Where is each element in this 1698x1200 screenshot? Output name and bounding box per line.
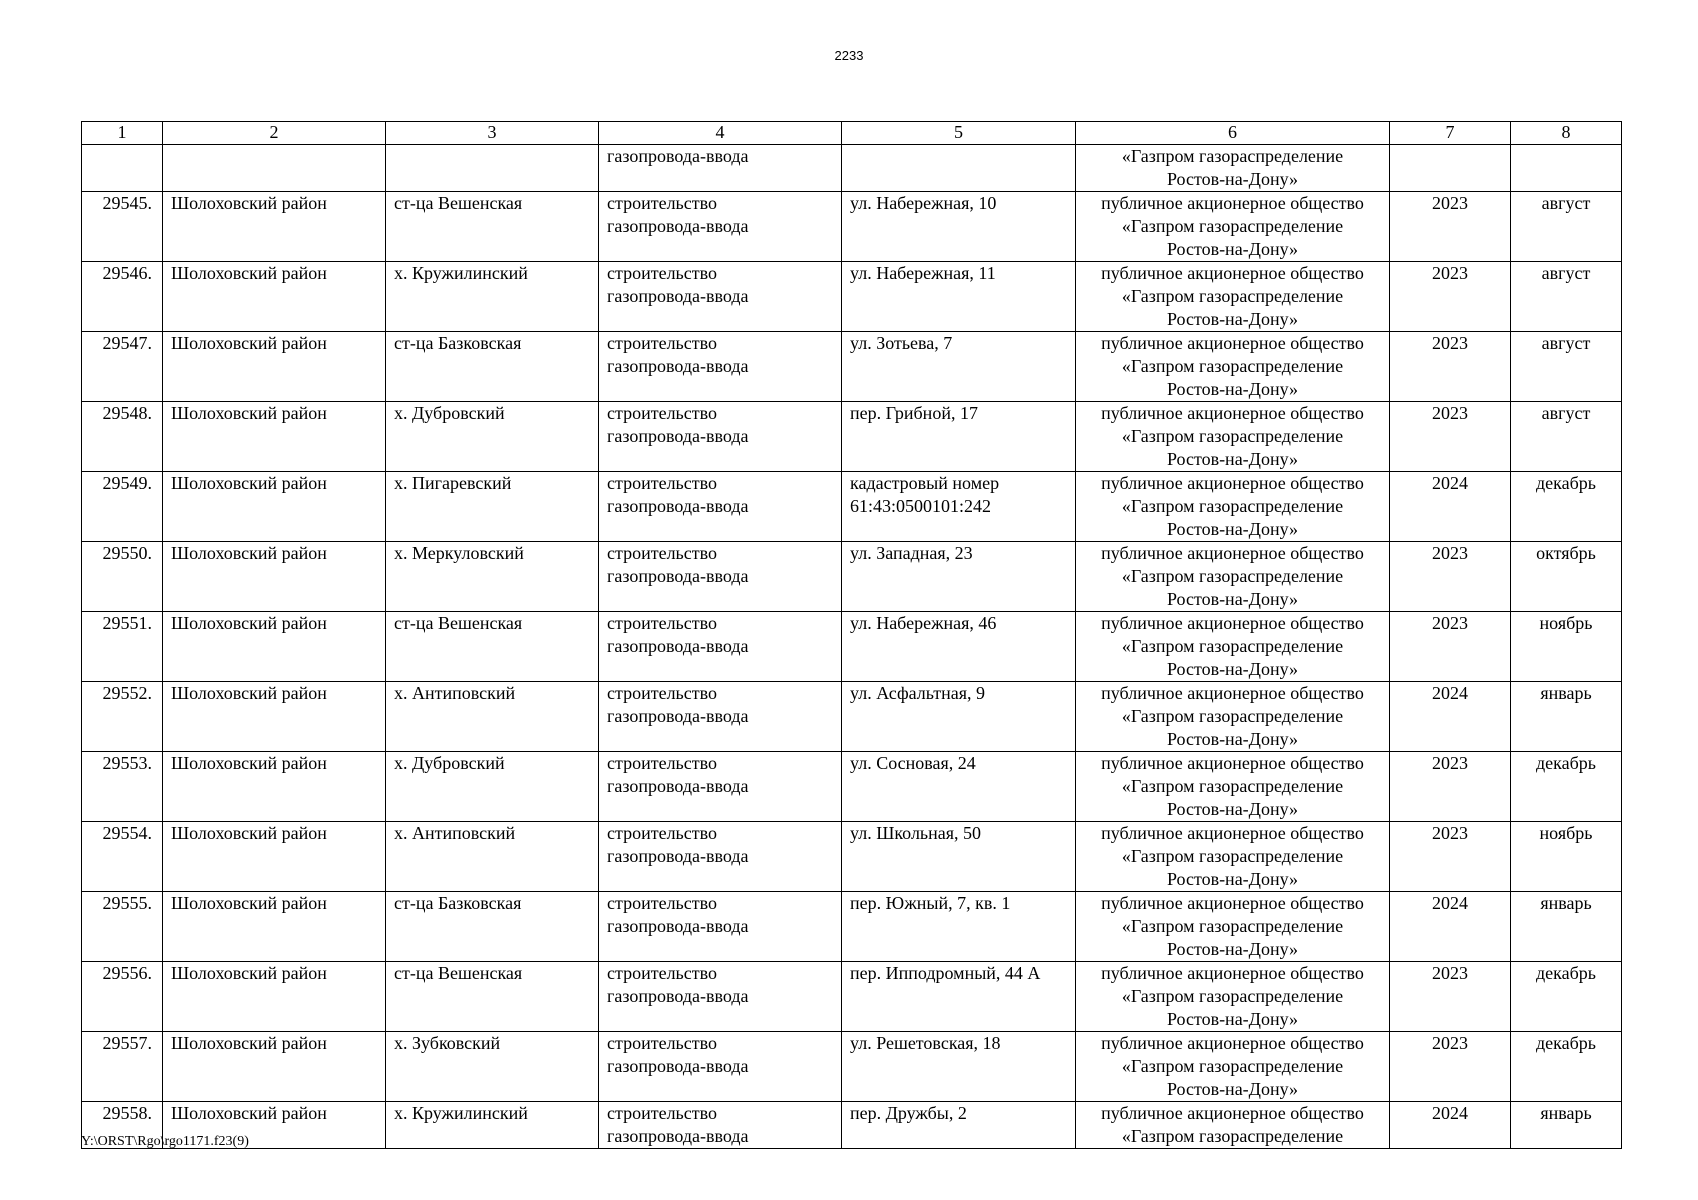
cell-settlement: х. Кружилинский: [386, 1102, 599, 1149]
cell-address: ул. Набережная, 11: [842, 262, 1076, 332]
cell-settlement: х. Антиповский: [386, 682, 599, 752]
cell-district: Шолоховский район: [163, 1102, 386, 1149]
cell-year: 2024: [1390, 1102, 1511, 1149]
cell-object: строительство газопровода-ввода: [599, 402, 842, 472]
continuation-row: [82, 145, 1622, 192]
cell-object: строительство газопровода-ввода: [599, 822, 842, 892]
cell-object: строительство газопровода-ввода: [599, 1102, 842, 1149]
cell-object: строительство газопровода-ввода: [599, 752, 842, 822]
cell-district: Шолоховский район: [163, 682, 386, 752]
cell-num: 29555.: [82, 892, 163, 962]
cell-month: декабрь: [1511, 472, 1622, 542]
cell-district: Шолоховский район: [163, 192, 386, 262]
cell-year: 2023: [1390, 402, 1511, 472]
cell-owner: публичное акционерное общество «Газпром газораспределение Ростов-на-Дону»: [1076, 262, 1390, 332]
cell-year: 2023: [1390, 192, 1511, 262]
column-header: 4: [599, 122, 842, 145]
cell-district: Шолоховский район: [163, 752, 386, 822]
cell-settlement: х. Антиповский: [386, 822, 599, 892]
cell-settlement: х. Дубровский: [386, 402, 599, 472]
table-row: [82, 822, 1622, 892]
cell-month: ноябрь: [1511, 612, 1622, 682]
cell-month: декабрь: [1511, 752, 1622, 822]
cell-month: октябрь: [1511, 542, 1622, 612]
table-row: [82, 262, 1622, 332]
cell-month: январь: [1511, 892, 1622, 962]
cell-owner: публичное акционерное общество «Газпром газораспределение Ростов-на-Дону»: [1076, 1032, 1390, 1102]
table-row: [82, 962, 1622, 1032]
cell-address: пер. Ипподромный, 44 А: [842, 962, 1076, 1032]
cell-address: ул. Школьная, 50: [842, 822, 1076, 892]
cell-object: строительство газопровода-ввода: [599, 332, 842, 402]
cell-num: 29547.: [82, 332, 163, 402]
cell-district: [163, 145, 386, 192]
cell-owner: публичное акционерное общество «Газпром газораспределение Ростов-на-Дону»: [1076, 192, 1390, 262]
column-header: 1: [82, 122, 163, 145]
registry-table: [81, 121, 1622, 1149]
cell-num: 29546.: [82, 262, 163, 332]
table-row: [82, 1102, 1622, 1149]
cell-year: 2024: [1390, 472, 1511, 542]
header-row: [82, 122, 1622, 145]
cell-owner: «Газпром газораспределение Ростов-на-Дону»: [1076, 145, 1390, 192]
cell-district: Шолоховский район: [163, 1032, 386, 1102]
cell-object: строительство газопровода-ввода: [599, 612, 842, 682]
cell-num: 29558.: [82, 1102, 163, 1149]
table-row: [82, 402, 1622, 472]
column-header: 6: [1076, 122, 1390, 145]
cell-owner: публичное акционерное общество «Газпром газораспределение Ростов-на-Дону»: [1076, 892, 1390, 962]
cell-year: 2024: [1390, 682, 1511, 752]
cell-owner: публичное акционерное общество «Газпром газораспределение: [1076, 1102, 1390, 1149]
cell-month: август: [1511, 192, 1622, 262]
cell-object: газопровода-ввода: [599, 145, 842, 192]
footer-file-path: Y:\ORST\Rgo\rgo1171.f23(9): [81, 1134, 249, 1149]
cell-owner: публичное акционерное общество «Газпром газораспределение Ростов-на-Дону»: [1076, 332, 1390, 402]
cell-month: январь: [1511, 1102, 1622, 1149]
cell-num: 29553.: [82, 752, 163, 822]
cell-address: пер. Грибной, 17: [842, 402, 1076, 472]
table-row: [82, 472, 1622, 542]
page-number: 2233: [834, 48, 864, 63]
cell-year: 2023: [1390, 1032, 1511, 1102]
cell-district: Шолоховский район: [163, 822, 386, 892]
cell-owner: публичное акционерное общество «Газпром газораспределение Ростов-на-Дону»: [1076, 752, 1390, 822]
cell-num: 29552.: [82, 682, 163, 752]
cell-address: пер. Южный, 7, кв. 1: [842, 892, 1076, 962]
cell-year: 2023: [1390, 332, 1511, 402]
cell-owner: публичное акционерное общество «Газпром газораспределение Ростов-на-Дону»: [1076, 542, 1390, 612]
cell-address: [842, 145, 1076, 192]
cell-owner: публичное акционерное общество «Газпром газораспределение Ростов-на-Дону»: [1076, 402, 1390, 472]
cell-district: Шолоховский район: [163, 332, 386, 402]
cell-num: 29551.: [82, 612, 163, 682]
cell-district: Шолоховский район: [163, 402, 386, 472]
cell-month: [1511, 145, 1622, 192]
cell-owner: публичное акционерное общество «Газпром газораспределение Ростов-на-Дону»: [1076, 472, 1390, 542]
cell-owner: публичное акционерное общество «Газпром газораспределение Ростов-на-Дону»: [1076, 682, 1390, 752]
cell-num: 29550.: [82, 542, 163, 612]
column-header: 2: [163, 122, 386, 145]
cell-district: Шолоховский район: [163, 262, 386, 332]
cell-num: [82, 145, 163, 192]
cell-object: строительство газопровода-ввода: [599, 542, 842, 612]
cell-num: 29556.: [82, 962, 163, 1032]
cell-address: ул. Сосновая, 24: [842, 752, 1076, 822]
cell-owner: публичное акционерное общество «Газпром газораспределение Ростов-на-Дону»: [1076, 962, 1390, 1032]
cell-num: 29557.: [82, 1032, 163, 1102]
cell-num: 29554.: [82, 822, 163, 892]
cell-month: август: [1511, 402, 1622, 472]
cell-district: Шолоховский район: [163, 892, 386, 962]
cell-month: декабрь: [1511, 1032, 1622, 1102]
cell-address: ул. Решетовская, 18: [842, 1032, 1076, 1102]
cell-year: [1390, 145, 1511, 192]
cell-settlement: х. Меркуловский: [386, 542, 599, 612]
cell-object: строительство газопровода-ввода: [599, 192, 842, 262]
cell-address: кадастровый номер 61:43:0500101:242: [842, 472, 1076, 542]
cell-settlement: х. Зубковский: [386, 1032, 599, 1102]
cell-year: 2023: [1390, 752, 1511, 822]
cell-district: Шолоховский район: [163, 962, 386, 1032]
cell-month: декабрь: [1511, 962, 1622, 1032]
cell-num: 29549.: [82, 472, 163, 542]
column-header: 5: [842, 122, 1076, 145]
cell-object: строительство газопровода-ввода: [599, 682, 842, 752]
table-row: [82, 1032, 1622, 1102]
column-header: 3: [386, 122, 599, 145]
cell-year: 2023: [1390, 962, 1511, 1032]
cell-owner: публичное акционерное общество «Газпром газораспределение Ростов-на-Дону»: [1076, 612, 1390, 682]
column-header: 7: [1390, 122, 1511, 145]
cell-object: строительство газопровода-ввода: [599, 472, 842, 542]
cell-address: ул. Западная, 23: [842, 542, 1076, 612]
cell-settlement: ст-ца Вешенская: [386, 612, 599, 682]
cell-num: 29545.: [82, 192, 163, 262]
cell-settlement: х. Кружилинский: [386, 262, 599, 332]
cell-num: 29548.: [82, 402, 163, 472]
cell-district: Шолоховский район: [163, 472, 386, 542]
cell-year: 2023: [1390, 822, 1511, 892]
cell-settlement: ст-ца Вешенская: [386, 192, 599, 262]
cell-settlement: ст-ца Базковская: [386, 892, 599, 962]
cell-month: январь: [1511, 682, 1622, 752]
cell-settlement: х. Пигаревский: [386, 472, 599, 542]
cell-address: ул. Набережная, 46: [842, 612, 1076, 682]
cell-object: строительство газопровода-ввода: [599, 892, 842, 962]
cell-month: август: [1511, 262, 1622, 332]
table-row: [82, 752, 1622, 822]
cell-year: 2023: [1390, 542, 1511, 612]
cell-object: строительство газопровода-ввода: [599, 962, 842, 1032]
cell-address: пер. Дружбы, 2: [842, 1102, 1076, 1149]
cell-address: ул. Набережная, 10: [842, 192, 1076, 262]
cell-owner: публичное акционерное общество «Газпром газораспределение Ростов-на-Дону»: [1076, 822, 1390, 892]
table-row: [82, 192, 1622, 262]
cell-month: ноябрь: [1511, 822, 1622, 892]
table-row: [82, 332, 1622, 402]
cell-year: 2024: [1390, 892, 1511, 962]
cell-object: строительство газопровода-ввода: [599, 1032, 842, 1102]
table-row: [82, 542, 1622, 612]
cell-settlement: ст-ца Вешенская: [386, 962, 599, 1032]
table-row: [82, 682, 1622, 752]
cell-settlement: х. Дубровский: [386, 752, 599, 822]
table-row: [82, 892, 1622, 962]
cell-address: ул. Зотьева, 7: [842, 332, 1076, 402]
cell-district: Шолоховский район: [163, 542, 386, 612]
cell-object: строительство газопровода-ввода: [599, 262, 842, 332]
cell-district: Шолоховский район: [163, 612, 386, 682]
cell-month: август: [1511, 332, 1622, 402]
cell-year: 2023: [1390, 612, 1511, 682]
cell-settlement: [386, 145, 599, 192]
cell-year: 2023: [1390, 262, 1511, 332]
cell-settlement: ст-ца Базковская: [386, 332, 599, 402]
column-header: 8: [1511, 122, 1622, 145]
table-row: [82, 612, 1622, 682]
cell-address: ул. Асфальтная, 9: [842, 682, 1076, 752]
